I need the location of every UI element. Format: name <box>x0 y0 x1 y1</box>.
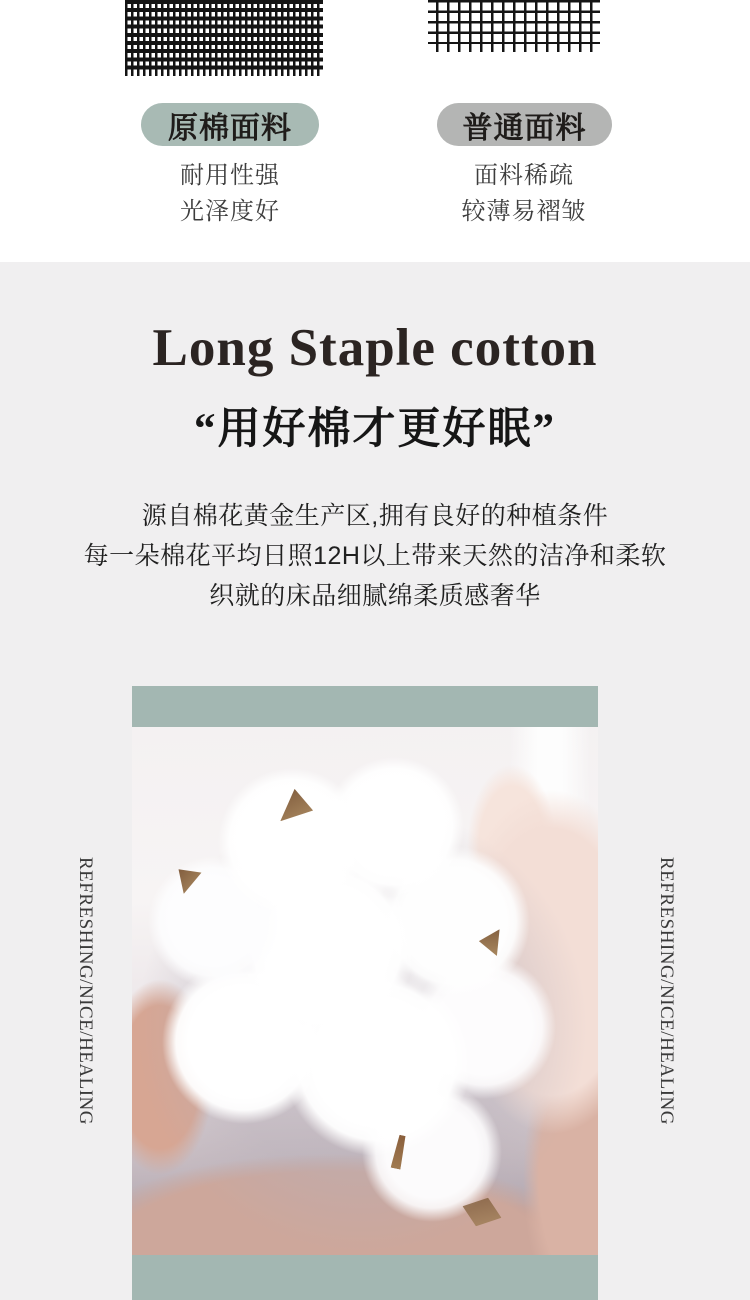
long-staple-cotton-section <box>0 262 750 1300</box>
section-description <box>0 496 750 616</box>
cotton-bract <box>172 860 207 894</box>
description-line: 织就的床品细腻绵柔质感奢华 <box>209 582 541 610</box>
feature-line: 光泽度好 <box>180 198 280 225</box>
cotton-bract <box>460 1194 504 1229</box>
dense-weave-swatch <box>125 0 323 76</box>
raw-cotton-fabric-badge <box>141 103 319 146</box>
ordinary-fabric-badge <box>437 103 612 146</box>
feature-line: 面料稀疏 <box>474 162 574 189</box>
ordinary-fabric-features <box>418 158 630 230</box>
sparse-weave-swatch <box>428 0 600 52</box>
cotton-bract <box>276 787 314 821</box>
vertical-caption-left: REFRESHING/NICE/HEALING <box>75 857 96 1125</box>
vertical-caption-right: REFRESHING/NICE/HEALING <box>656 857 677 1125</box>
description-line: 每一朵棉花平均日照12H以上带来天然的洁净和柔软 <box>83 542 667 570</box>
ordinary-fabric-label: 普通面料 <box>462 111 587 145</box>
fabric-comparison-section <box>0 0 750 262</box>
cotton-stem <box>391 1134 408 1169</box>
raw-cotton-features <box>124 158 336 230</box>
raw-cotton-fabric-label: 原棉面料 <box>168 111 292 145</box>
description-line: 源自棉花黄金生产区,拥有良好的种植条件 <box>141 502 609 530</box>
section-slogan-chinese: “用好棉才更好眠” <box>194 406 556 453</box>
feature-line: 较薄易褶皱 <box>461 198 587 225</box>
cotton-bract <box>476 924 506 956</box>
feature-line: 耐用性强 <box>180 162 280 189</box>
hands-holding-cotton-photo <box>132 727 598 1255</box>
section-title-english: Long Staple cotton <box>152 319 598 377</box>
